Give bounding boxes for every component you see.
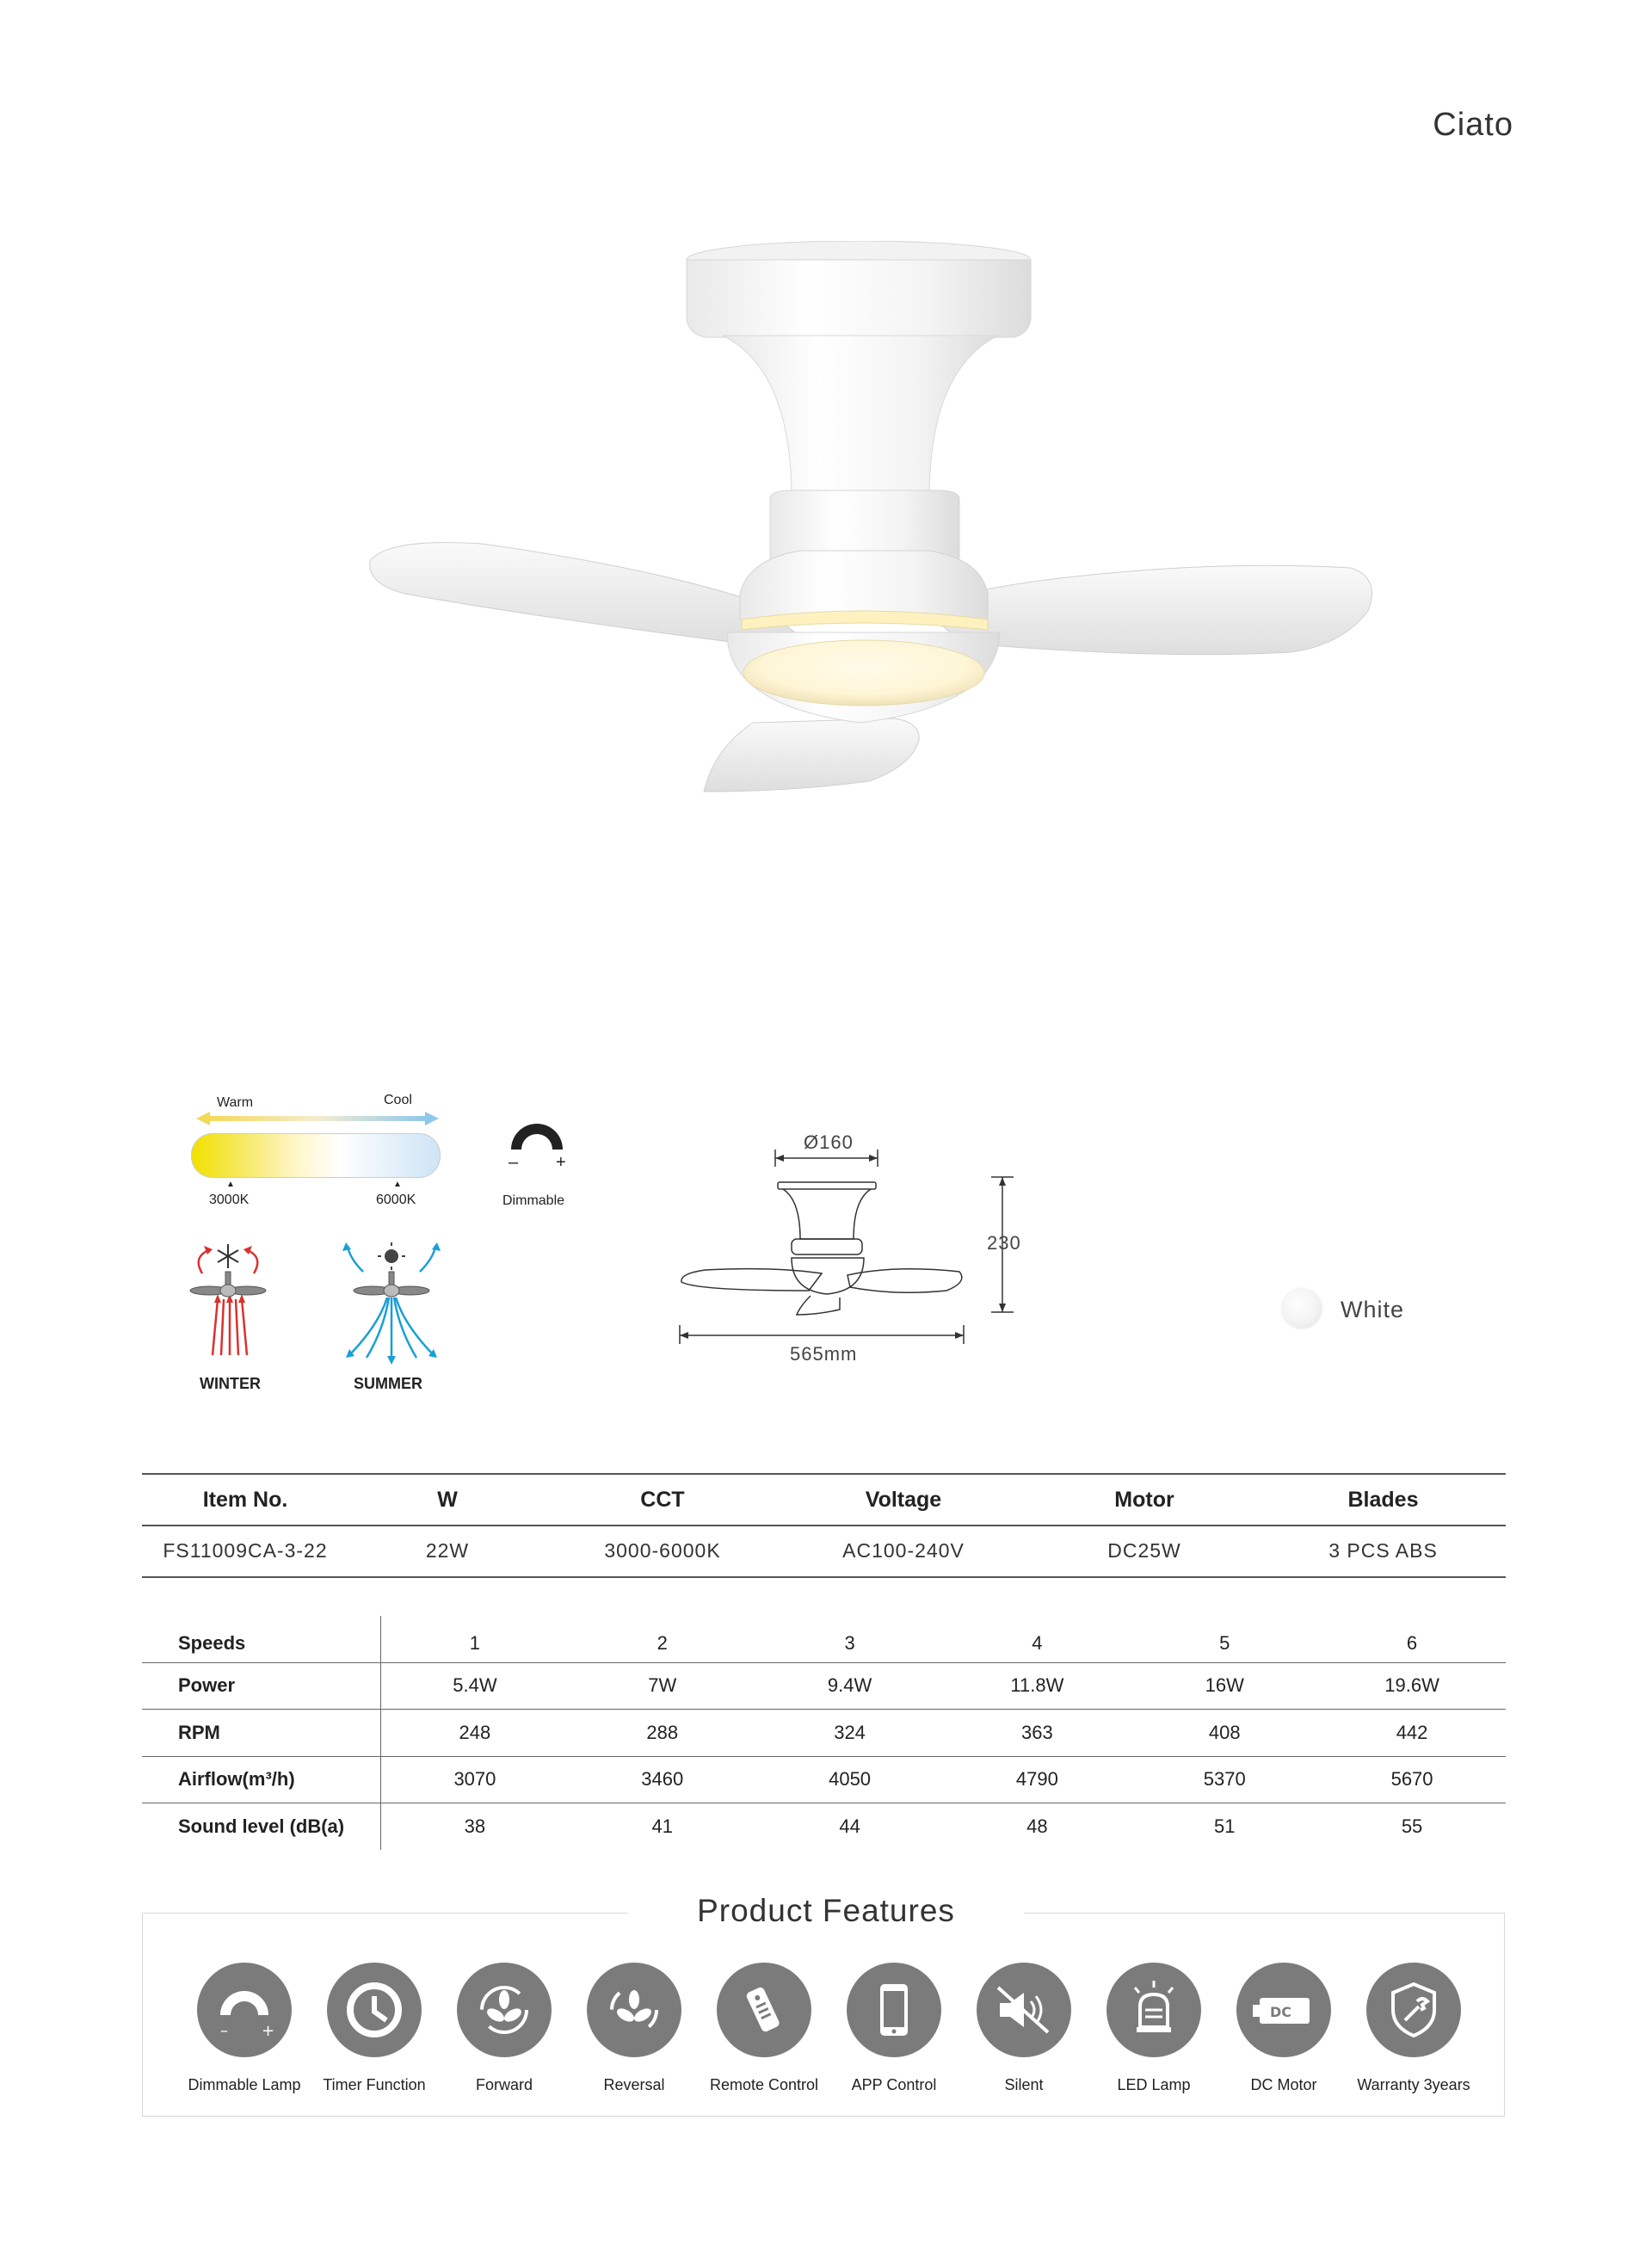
feature-dimmable-lamp bbox=[180, 1963, 309, 2094]
rpm-row bbox=[142, 1710, 1506, 1757]
winter-airflow-icon bbox=[176, 1239, 280, 1368]
table-cell: 5670 bbox=[1390, 1768, 1433, 1791]
silent-icon bbox=[977, 1963, 1071, 2057]
table-cell: 4050 bbox=[829, 1768, 872, 1791]
table-cell: 1 bbox=[469, 1631, 481, 1654]
spec-header-row bbox=[142, 1475, 1506, 1525]
table-cell: 7W bbox=[648, 1674, 677, 1697]
row-label: Speeds bbox=[142, 1616, 381, 1662]
value-blades: 3 PCS ABS bbox=[1328, 1539, 1438, 1562]
led-icon bbox=[1106, 1963, 1201, 2057]
cct-low-marker-icon: ▲ bbox=[226, 1180, 235, 1189]
feature-label: Silent bbox=[1004, 2076, 1044, 2093]
forward-icon bbox=[457, 1963, 552, 2057]
cool-label: Cool bbox=[384, 1093, 412, 1107]
header-item-no: Item No. bbox=[202, 1487, 288, 1512]
table-cell: 442 bbox=[1396, 1721, 1428, 1743]
feature-silent bbox=[959, 1963, 1088, 2094]
table-cell: 408 bbox=[1208, 1721, 1241, 1743]
remote-icon bbox=[717, 1963, 811, 2057]
spec-value-row bbox=[142, 1526, 1506, 1576]
speeds-table bbox=[142, 1616, 1506, 1850]
value-cct: 3000-6000K bbox=[604, 1539, 721, 1562]
table-cell: 3460 bbox=[641, 1768, 684, 1791]
features-title: Product Features bbox=[628, 1893, 1024, 1929]
dimmable-minus: – bbox=[509, 1153, 519, 1172]
feature-label: Remote Control bbox=[709, 2076, 819, 2093]
spec-table bbox=[142, 1473, 1506, 1578]
feature-label: Warranty 3years bbox=[1357, 2076, 1470, 2093]
table-cell: 4790 bbox=[1015, 1768, 1058, 1791]
table-cell: 55 bbox=[1401, 1815, 1423, 1837]
dimmable-label: Dimmable bbox=[502, 1193, 565, 1208]
table-cell: 288 bbox=[646, 1721, 679, 1743]
diameter-label: Ø160 bbox=[804, 1131, 854, 1153]
svg-text:+: + bbox=[262, 2022, 275, 2040]
table-cell: 11.8W bbox=[1010, 1674, 1064, 1697]
summer-airflow-icon bbox=[336, 1239, 447, 1368]
dimension-drawing bbox=[671, 1119, 1032, 1377]
row-label: Sound level (dB(a) bbox=[142, 1803, 381, 1850]
value-voltage: AC100-240V bbox=[842, 1539, 965, 1562]
cct-high-label: 6000K bbox=[376, 1193, 416, 1207]
width-label: 565mm bbox=[790, 1343, 858, 1365]
feature-timer bbox=[310, 1963, 439, 2094]
row-label: Airflow(m³/h) bbox=[142, 1757, 381, 1803]
feature-dc-motor bbox=[1219, 1963, 1348, 2094]
table-cell: 9.4W bbox=[827, 1674, 872, 1697]
cct-gradient-bar bbox=[191, 1133, 441, 1178]
feature-label: Forward bbox=[475, 2076, 533, 2093]
table-cell: 51 bbox=[1213, 1815, 1236, 1837]
sound-level-row bbox=[142, 1803, 1506, 1850]
feature-label: Reversal bbox=[603, 2076, 665, 2093]
table-cell: 4 bbox=[1032, 1631, 1043, 1654]
table-cell: 2 bbox=[656, 1631, 668, 1654]
phone-icon bbox=[847, 1963, 941, 2057]
value-motor: DC25W bbox=[1107, 1539, 1181, 1562]
table-cell: 6 bbox=[1406, 1631, 1418, 1654]
airflow-row bbox=[142, 1757, 1506, 1804]
feature-label: LED Lamp bbox=[1117, 2076, 1191, 2093]
table-cell: 48 bbox=[1026, 1815, 1048, 1837]
table-cell: 44 bbox=[839, 1815, 860, 1837]
header-voltage: Voltage bbox=[865, 1487, 942, 1512]
power-row bbox=[142, 1663, 1506, 1710]
table-cell: 19.6W bbox=[1384, 1674, 1439, 1697]
feature-forward bbox=[440, 1963, 569, 2094]
color-name: White bbox=[1341, 1297, 1405, 1322]
table-cell: 324 bbox=[834, 1721, 866, 1743]
cct-high-marker-icon: ▲ bbox=[393, 1180, 402, 1189]
value-w: 22W bbox=[425, 1539, 470, 1562]
header-blades: Blades bbox=[1347, 1487, 1419, 1512]
value-item-no: FS11009CA-3-22 bbox=[163, 1539, 328, 1562]
feature-label: DC Motor bbox=[1250, 2076, 1317, 2093]
warranty-icon bbox=[1366, 1963, 1461, 2057]
table-cell: 38 bbox=[464, 1815, 486, 1837]
table-cell: 3 bbox=[844, 1631, 855, 1654]
height-label: 230 bbox=[987, 1232, 1021, 1254]
dc-text: DC bbox=[1270, 2004, 1292, 2020]
table-cell: 5370 bbox=[1203, 1768, 1246, 1791]
feature-led-lamp bbox=[1089, 1963, 1218, 2094]
timer-icon bbox=[327, 1963, 422, 2057]
warm-cool-arrow-icon bbox=[196, 1110, 439, 1127]
table-cell: 5.4W bbox=[453, 1674, 497, 1697]
summer-label: SUMMER bbox=[354, 1375, 422, 1392]
ceiling-fan-image bbox=[344, 241, 1394, 826]
header-w: W bbox=[437, 1487, 458, 1512]
feature-remote-control bbox=[700, 1963, 829, 2094]
feature-app-control bbox=[829, 1963, 959, 2094]
dimmable-plus: + bbox=[556, 1153, 566, 1172]
table-cell: 248 bbox=[459, 1721, 491, 1743]
table-cell: 41 bbox=[651, 1815, 673, 1837]
dc-motor-icon bbox=[1236, 1963, 1331, 2057]
feature-label: Timer Function bbox=[323, 2076, 426, 2093]
feature-warranty bbox=[1349, 1963, 1478, 2094]
feature-label: Dimmable Lamp bbox=[188, 2076, 301, 2093]
warm-label: Warm bbox=[217, 1095, 254, 1110]
table-cell: 16W bbox=[1205, 1674, 1244, 1697]
reversal-icon bbox=[587, 1963, 681, 2057]
white-color-swatch bbox=[1282, 1289, 1322, 1328]
table-cell: 3070 bbox=[453, 1768, 496, 1791]
row-label: RPM bbox=[142, 1710, 381, 1756]
speeds-row bbox=[142, 1616, 1506, 1663]
feature-reversal bbox=[570, 1963, 699, 2094]
table-cell: 5 bbox=[1219, 1631, 1230, 1654]
dimmable-icon bbox=[197, 1963, 292, 2057]
header-motor: Motor bbox=[1114, 1487, 1174, 1512]
cct-low-label: 3000K bbox=[209, 1193, 250, 1207]
table-cell: 363 bbox=[1021, 1721, 1053, 1743]
row-label: Power bbox=[142, 1663, 381, 1710]
product-name: Ciato bbox=[1433, 107, 1513, 143]
svg-text:–: – bbox=[220, 2022, 228, 2040]
feature-label: APP Control bbox=[851, 2076, 937, 2093]
winter-label: WINTER bbox=[200, 1375, 261, 1392]
header-cct: CCT bbox=[640, 1487, 685, 1512]
